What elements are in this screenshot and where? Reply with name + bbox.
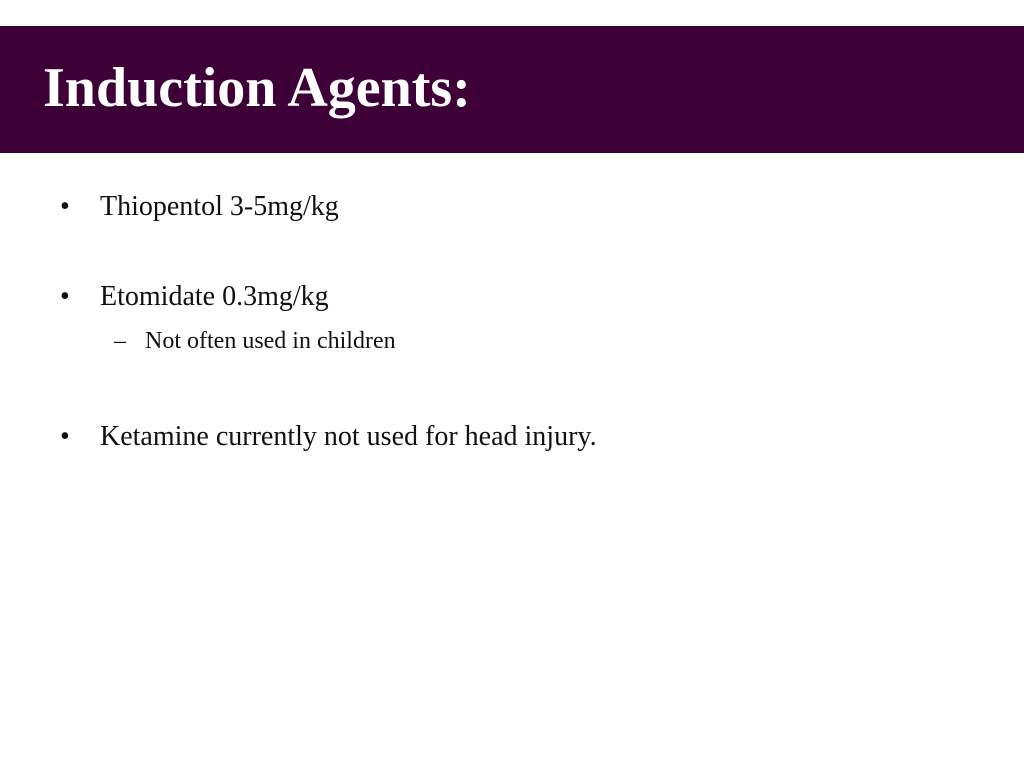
bullet-text: Etomidate 0.3mg/kg xyxy=(100,281,329,312)
bullet-dot-icon: • xyxy=(60,421,70,452)
bullet-text: Thiopentol 3-5mg/kg xyxy=(100,191,339,222)
bullet-dot-icon: • xyxy=(60,281,70,312)
sub-bullet-text: Not often used in children xyxy=(145,328,396,354)
slide-title: Induction Agents: xyxy=(43,57,471,119)
bullet-dot-icon: • xyxy=(60,191,70,222)
bullet-text: Ketamine currently not used for head injury. xyxy=(100,421,597,452)
dash-icon: – xyxy=(114,328,126,354)
